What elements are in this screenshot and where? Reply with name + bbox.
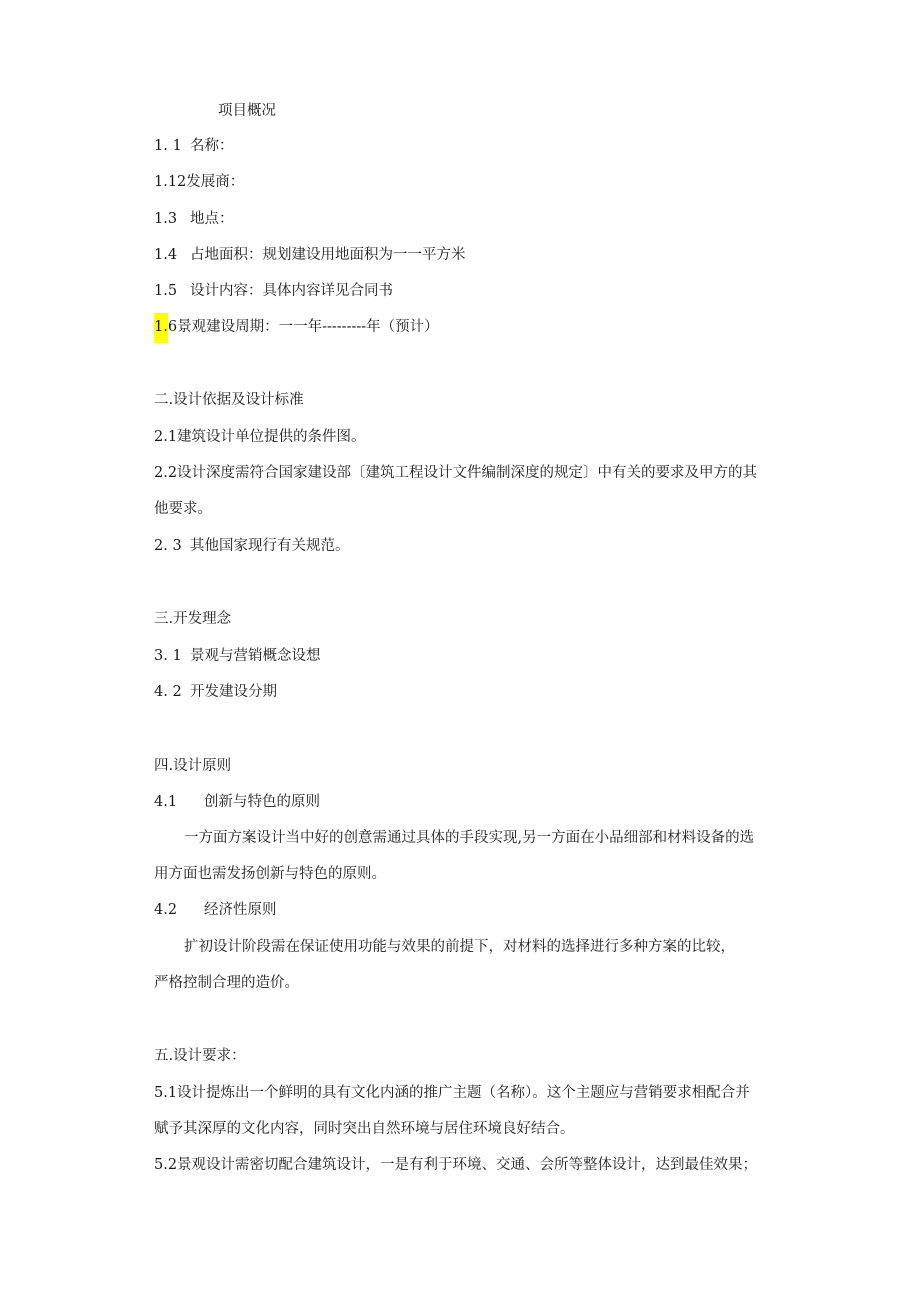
item-4-2-title: 4.2 经济性原则	[154, 902, 277, 918]
item-4-1-para-line2: 用方面也需发扬创新与特色的原则。	[154, 866, 386, 882]
section-2-heading: 二.设计依据及设计标准	[154, 392, 304, 408]
item-5-2: 5.2景观设计需密切配合建筑设计，一是有利于环境、交通、会所等整体设计，达到最佳效果；	[154, 1157, 758, 1173]
item-1-6: 1.6景观建设周期：一一年---------年（预计）	[154, 320, 439, 335]
section-4-heading: 四.设计原则	[154, 758, 232, 774]
item-4-1-title: 4.1 创新与特色的原则	[154, 794, 320, 810]
item-1-3: 1.3 地点：	[154, 211, 234, 227]
section-title: 项目概况	[218, 103, 276, 119]
item-5-1-line1: 5.1设计提炼出一个鲜明的具有文化内涵的推广主题（名称）。这个主题应与营销要求相配合并	[154, 1085, 750, 1101]
item-2-2-line2: 他要求。	[154, 501, 212, 517]
item-1-2: 1.12发展商：	[154, 174, 245, 190]
item-4-1-para-line1: 一方面方案设计当中好的创意需通过具体的手段实现,另一方面在小品细部和材料设备的选	[184, 830, 755, 846]
item-1-4: 1.4 占地面积：规划建设用地面积为一一平方米	[154, 247, 466, 263]
item-2-2-line1: 2.2设计深度需符合国家建设部〔建筑工程设计文件编制深度的规定〕中有关的要求及甲方的其	[154, 465, 758, 481]
item-2-3: 2. 3 其他国家现行有关规范。	[154, 538, 350, 554]
item-3-2: 4. 2 开发建设分期	[154, 684, 277, 700]
item-1-5: 1.5 设计内容：具体内容详见合同书	[154, 283, 393, 299]
item-1-1: 1. 1 名称：	[154, 138, 234, 154]
item-4-2-para-line2: 严格控制合理的造价。	[154, 975, 299, 991]
highlight-mark: 1.	[154, 313, 168, 343]
section-3-heading: 三.开发理念	[154, 611, 232, 627]
section-5-heading: 五.设计要求：	[154, 1048, 246, 1064]
item-4-2-para-line1: 扩初设计阶段需在保证使用功能与效果的前提下，对材料的选择进行多种方案的比较，	[184, 939, 735, 955]
item-2-1: 2.1建筑设计单位提供的条件图。	[154, 429, 366, 445]
item-5-1-line2: 赋予其深厚的文化内容，同时突出自然环境与居住环境良好结合。	[154, 1121, 575, 1137]
item-3-1: 3. 1 景观与营销概念设想	[154, 648, 321, 664]
